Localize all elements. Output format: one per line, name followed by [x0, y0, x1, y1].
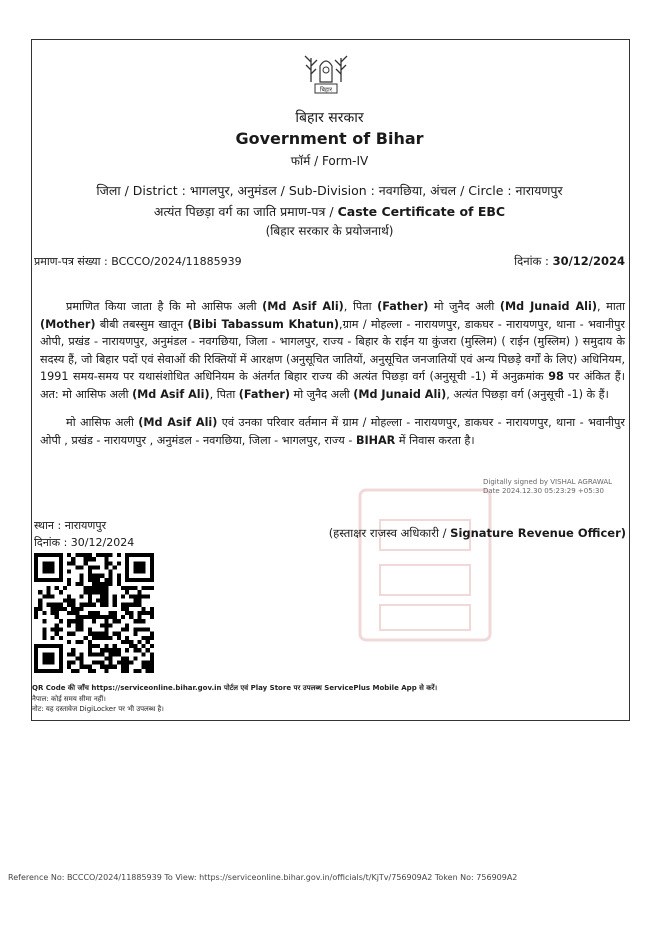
text-segment: , अत्यंत पिछड़ा वर्ग (अनुसूची -1) के हैं। [446, 387, 609, 401]
serial-number: 98 [548, 370, 564, 383]
issue-date: दिनांक : 30/12/2024 [34, 536, 135, 549]
name-english: (Md Asif Ali) [262, 300, 344, 313]
certificate-purpose: (बिहार सरकार के प्रयोजनार्थ) [265, 224, 394, 238]
digital-date: Date 2024.12.30 05:23:29 +05:30 [483, 487, 604, 495]
text-segment: पर अंकित हैं। अत: मो आसिफ अली [40, 370, 625, 401]
father-name-english: (Md Junaid Ali) [499, 300, 597, 313]
place-of-issue: स्थान : नारायणपुर [34, 519, 107, 532]
government-english: Government of Bihar [235, 129, 424, 148]
watermark-image [320, 470, 530, 660]
date-label: दिनांक : [514, 254, 553, 268]
text-segment: मो आसिफ अली [66, 416, 139, 429]
government-hindi: बिहार सरकार [295, 110, 364, 126]
digital-signature [483, 478, 612, 496]
signing-authority [329, 526, 626, 541]
emblem-text: बिहार [319, 86, 333, 94]
qr-code-icon[interactable] [34, 553, 154, 673]
text-segment: बीबी तबस्सुम खातून [95, 317, 188, 331]
form-number: फॉर्म / Form-IV [290, 154, 369, 168]
text-segment: , पिता [209, 387, 239, 401]
district-line: जिला / District : भागलपुर, अनुमंडल / Sub-Division : नवगछिया, अंचल / Circle : नारायणपुर [96, 183, 563, 198]
name-english: (Md Asif Ali) [132, 387, 210, 401]
text-segment: में निवास करता है। [395, 433, 475, 447]
mother-label: (Mother) [40, 317, 96, 331]
certificate-number: प्रमाण-पत्र संख्या : BCCCO/2024/11885939 [34, 255, 242, 268]
qr-verification-note: QR Code की जाँच https://serviceonline.bihar.gov.in पोर्टल एवं Play Store पर उपलब्ध ServicePlus Mobile App से करें। [32, 684, 438, 692]
digilocker-note: नोट: यह दस्तावेज DigiLocker पर भी उपलब्ध है। [32, 705, 164, 713]
digital-signer: Digitally signed by VISHAL AGRAWAL [483, 478, 613, 486]
text-segment: मो जुनैद अली [428, 300, 500, 313]
reference-footer: Reference No: BCCCO/2024/11885939 To View: https://serviceonline.bihar.gov.in/officials/t/KjTv/756909A2 Token No: 756909A2 [8, 873, 518, 882]
text-segment: , पिता [343, 300, 378, 313]
state-name: BIHAR [355, 433, 396, 447]
validity-note: नैपाल: कोई समय सीमा नहीं। [32, 695, 106, 703]
title-english: Caste Certificate of EBC [337, 204, 506, 219]
father-label: (Father) [377, 300, 429, 313]
mother-name-english: (Bibi Tabassum Khatun) [187, 317, 340, 331]
text-segment: ,ग्राम / मोहल्ला - नारायणपुर, डाकघर - नारायणपुर, थाना - भवानीपुर ओपी, प्रखंड - नारायणपुर, अनुमंडल - नवगछिया, जिला - भागलपुर, राज्य - बिहार के राईन या कुंजरा (मुस्लिम) ( राईन (मुस्लिम) ) समुदाय के सदस्य हैं, जो बिहार पदों एवं सेवाओं की रिक्तियों में आरक्षण (अनुसूचित जातियों, अनुसूचित जनजातियों एवं अन्य पिछड़े वर्गों के लिए) अधिनियम, 1991 समय-समय पर यथासंशोधित अधिनियम के अंतर्गत बिहार राज्य की अत्यंत पिछड़ा वर्ग (अनुसूची -1) में अनुक्रमांक [40, 317, 626, 383]
text-segment: प्रमाणित किया जाता है कि मो आसिफ अली [66, 300, 263, 313]
text-segment: एवं उनका परिवार वर्तमान में ग्राम / मोहल्ला - नारायणपुर, डाकघर - नारायणपुर, थाना - भवानीपुर ओपी , प्रखंड - नारायणपुर , अनुमंडल - नवगछिया, जिला - भागलपुर, राज्य - [40, 416, 625, 447]
certificate-date [514, 254, 625, 269]
signer-hindi: (हस्ताक्षर राजस्व अधिकारी / [328, 526, 451, 540]
date-value: 30/12/2024 [552, 254, 625, 268]
text-segment: , माता [596, 300, 625, 313]
father-label: (Father) [238, 387, 290, 401]
certificate-title [31, 203, 628, 220]
name-english: (Md Asif Ali) [138, 416, 218, 429]
father-name-english: (Md Junaid Ali) [353, 387, 447, 401]
certification-paragraph [40, 298, 625, 403]
text-segment: मो जुनैद अली [289, 387, 354, 401]
signer-english: Signature Revenue Officer) [450, 526, 626, 540]
bihar-emblem-icon [303, 52, 349, 96]
residence-paragraph [40, 414, 625, 449]
title-hindi: अत्यंत पिछड़ा वर्ग का जाति प्रमाण-पत्र / [153, 204, 338, 219]
